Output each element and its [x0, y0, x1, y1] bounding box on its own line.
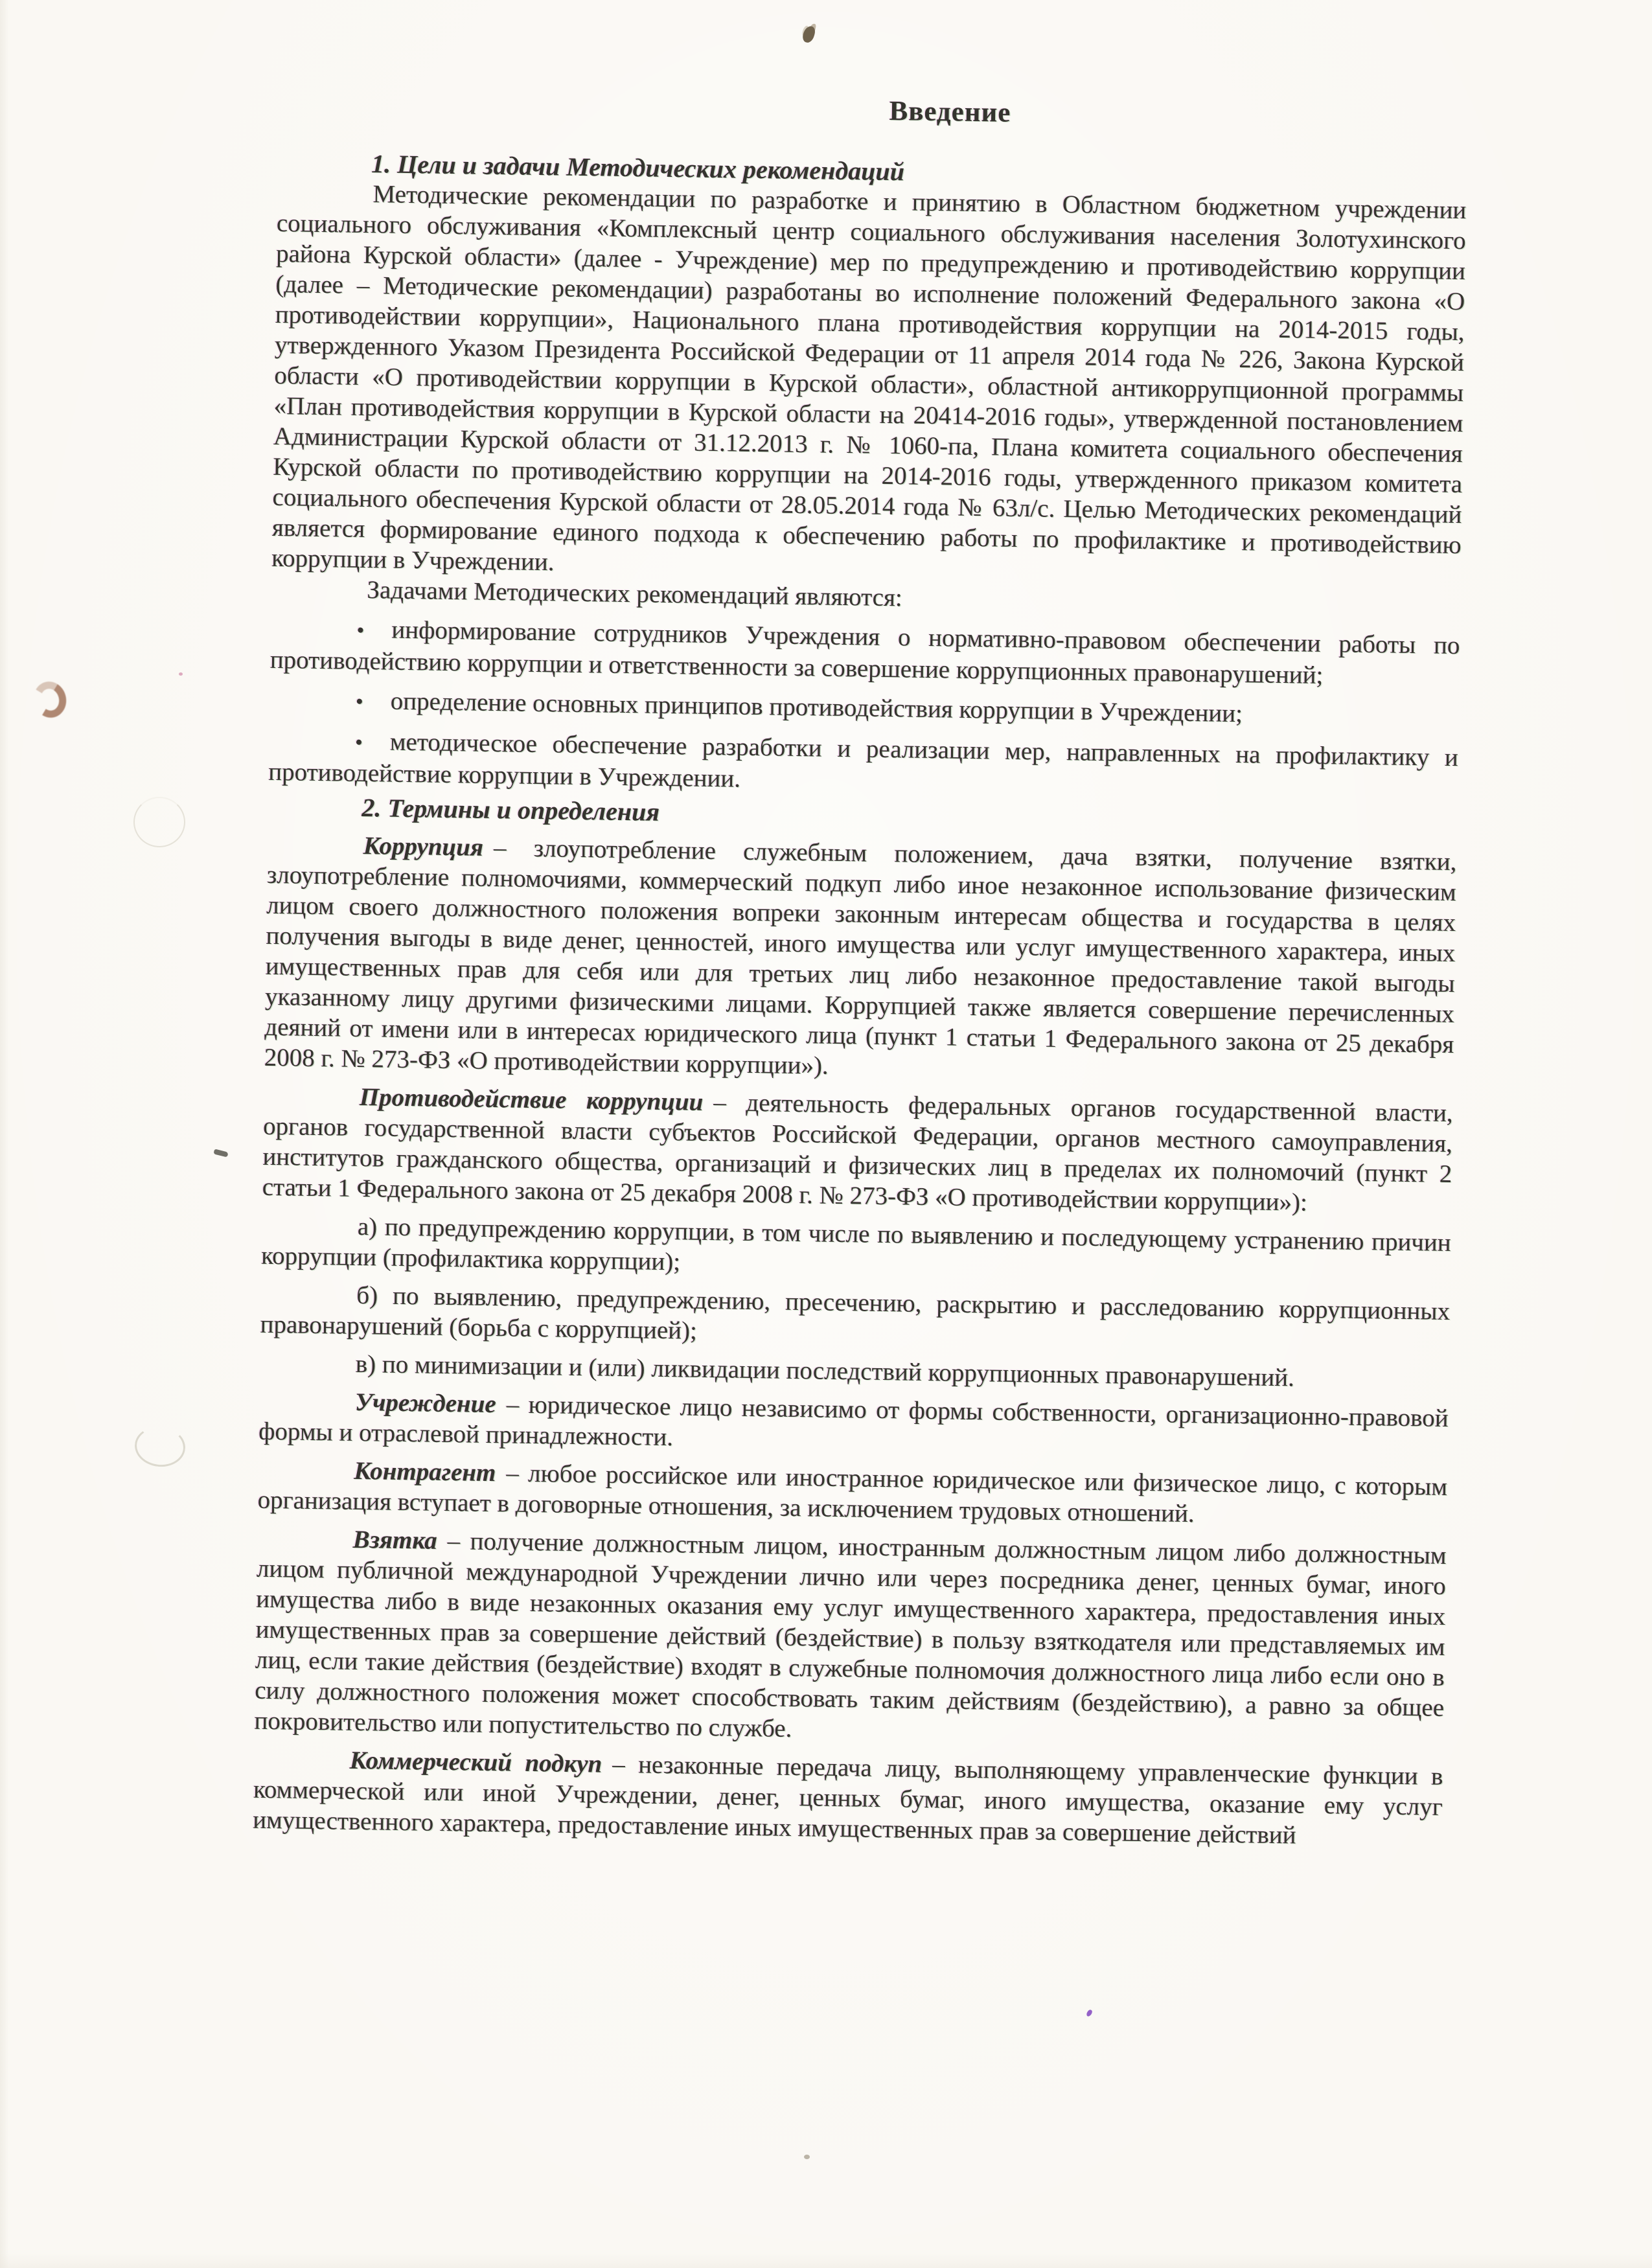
- bullet-text: методическое обеспечение разработки и реализации мер, направленных на профилактику и противодействие коррупции в Учреждении.: [268, 727, 1459, 793]
- lettered-item: а) по предупреждению коррупции, в том числе по выявлению и последующему устранению причин коррупции (профилактика коррупции);: [260, 1213, 1452, 1276]
- term-definition: [264, 829, 1456, 1090]
- scan-pencil-arc: [133, 1424, 187, 1469]
- term-text: – любое российское или иностранное юридическое или физическое лицо, с которым организация вступает в договорные отношения, за исключением трудовых отношений.: [257, 1459, 1448, 1528]
- term-text: – незаконные передача лицу, выполняющему управленческие функции в коммерческой или иной Учреждении, денег, ценных бумаг, иного имущества, оказание ему услуг имущественного характера, предоставление иных имущественных прав за совершение действий: [252, 1750, 1443, 1850]
- scan-pencil-circle: [133, 797, 185, 847]
- term-text: – юридическое лицо независимо от формы собственности, организационно-правовой формы и отраслевой принадлежности.: [258, 1390, 1449, 1452]
- term-definition: [258, 1386, 1449, 1464]
- scan-pencil-dash: [213, 1149, 228, 1157]
- bullet-item: [270, 684, 1460, 733]
- term-name: Учреждение: [354, 1388, 497, 1419]
- term-name: Контрагент: [354, 1456, 496, 1487]
- scan-pink-speck: [179, 672, 183, 676]
- section-heading: 2. Термины и определения: [361, 793, 660, 827]
- section-heading: 1. Цели и задачи Методических рекомендаций: [371, 149, 905, 187]
- term-definition: [253, 1744, 1443, 1853]
- term-name: Коммерческий подкуп: [349, 1746, 602, 1778]
- term-definition: [257, 1454, 1447, 1533]
- bullet-text: определение основных принципов противодействия коррупции в Учреждении;: [390, 687, 1243, 728]
- term-definition: [254, 1523, 1447, 1754]
- scan-ink-smudge: [801, 25, 817, 44]
- bullet-item: [268, 725, 1458, 805]
- lettered-item: б) по выявлению, предупреждению, пресечению, раскрытию и расследованию коррупционных правонарушений (борьба с коррупцией);: [260, 1281, 1451, 1345]
- lettered-item: в) по минимизации и (или) ликвидации последствий коррупционных правонарушений.: [355, 1349, 1295, 1392]
- term-text: – злоупотребление служебным положением, дача взятки, получение взятки, злоупотребление полномочиями, коммерческий подкуп либо иное незаконное использование физическим лицом своего должностного положения вопреки законным интересам общества и государства в целях получения выгоды в виде денег, ценностей, иного имущества или услуг имущественного характера, иных имущественных прав для себя или для третьих лиц либо незаконное предоставление такой выгоды указанному лицу другими физическими лицами. Коррупцией также является совершение перечисленных деяний от имени или в интересах юридического лица (пункт 1 статьи 1 Федерального закона от 25 декабря 2008 г. № 273-ФЗ «О противодействии коррупции»).: [264, 834, 1457, 1080]
- paragraph: Задачами Методических рекомендаций являются:: [367, 576, 903, 612]
- document-title: Введение: [889, 95, 1011, 128]
- paragraph: Методические рекомендации по разработке и принятию в Областном бюджетном учреждении социального обслуживания «Комплексный центр социального обслуживания населения Золотухинского района Курской области» (далее - Учреждение) мер по предупреждению и противодействию коррупции (далее – Методические рекомендации) разработаны во исполнение положений Федерального закона «О противодействии коррупции», Национального плана противодействия коррупции на 2014-2015 годы, утвержденного Указом Президента Российской Федерации от 11 апреля 2014 года № 226, Закона Курской области «О противодействии коррупции в Курской области», областной антикоррупционной программы «План противодействия коррупции в Курской области на 20414-2016 годы», утвержденной постановлением Администрации Курской области от 31.12.2013 г. № 1060-па, Плана комитета социального обеспечения Курской области по противодействию коррупции на 2014-2016 годы, утвержденного приказом комитета социального обеспечения Курской области от 28.05.2014 года № 63л/с. Целью Методических рекомендаций является формирование единого подхода к обеспечению работы по профилактике и противодействию коррупции в Учреждении.: [271, 180, 1467, 577]
- document-content: [253, 87, 1468, 1853]
- term-name: Взятка: [352, 1525, 438, 1555]
- term-name: Противодействие коррупции: [359, 1083, 704, 1116]
- term-name: Коррупция: [363, 832, 484, 862]
- bullet-text: информирование сотрудников Учреждения о нормативно-правовом обеспечении работы по противодействию коррупции и ответственности за совершение коррупционных правонарушений;: [270, 615, 1460, 690]
- bullet-icon: •: [356, 618, 365, 643]
- bullet-icon: •: [355, 689, 364, 715]
- scan-purple-speck: [1086, 2009, 1093, 2017]
- term-text: – получение должностным лицом, иностранным должностным лицом либо должностным лицом публичной международной Учреждении лично или через посредника денег, ценных бумаг, иного имущества либо в виде незаконных оказания ему услуг имущественного характера, предоставления иных имущественных прав за совершение действий (бездействие) в пользу взяткодателя или представляемых им лиц, если такие действия (бездействие) входят в служебные полномочия должностного лица либо если оно в силу должностного положения может способствовать таким действиям (бездействию), а равно за общее покровительство или попустительство по службе.: [254, 1527, 1447, 1743]
- scan-bottom-speck: [804, 2155, 810, 2159]
- bullet-icon: •: [354, 730, 363, 755]
- term-text: – деятельность федеральных органов государственной власти, органов государственной власти субъектов Российской Федерации, органов местного самоуправления, институтов гражданского общества, организаций и физических лиц в пределах их полномочий (пункт 2 статьи 1 Федерального закона от 25 декабря 2008 г. № 273-ФЗ «О противодействии коррупции»):: [262, 1088, 1454, 1217]
- term-definition: [262, 1081, 1453, 1220]
- bullet-item: [270, 613, 1460, 693]
- scan-crescent-stain: [30, 678, 70, 721]
